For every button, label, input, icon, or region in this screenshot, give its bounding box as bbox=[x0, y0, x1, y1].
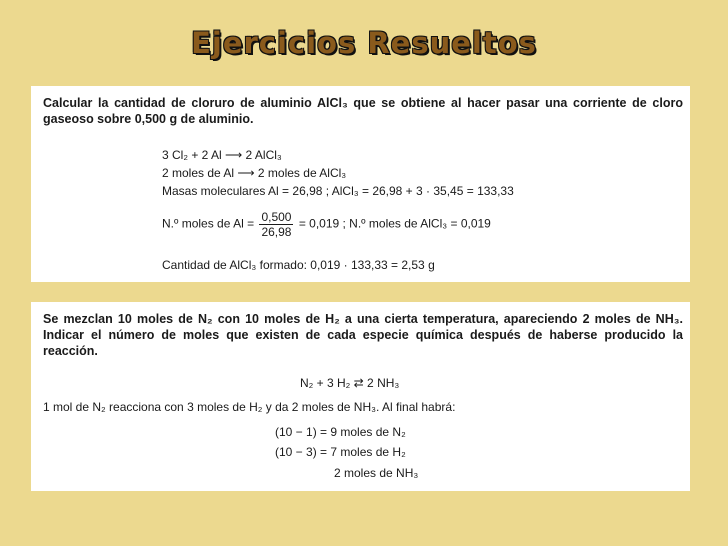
moles-al-label: N.º moles de Al = bbox=[162, 216, 255, 231]
exercise-1-mole-ratio: 2 moles de Al ⟶ 2 moles de AlCl₃ bbox=[162, 166, 347, 180]
page-title: Ejercicios Resueltos bbox=[191, 26, 537, 60]
moles-al-fraction bbox=[259, 210, 293, 239]
exercise-1-statement: Calcular la cantidad de cloruro de aluminio AlCl₃ que se obtiene al hacer pasar una corriente de cloro gaseoso sobre 0,500 g de aluminio. bbox=[43, 96, 683, 126]
exercise-1-result: Cantidad de AlCl₃ formado: 0,019 · 133,33 = 2,53 g bbox=[162, 258, 435, 272]
exercise-1-reaction: 3 Cl₂ + 2 Al ⟶ 2 AlCl₃ bbox=[162, 148, 282, 162]
exercise-2-reaction: N₂ + 3 H₂ ⇄ 2 NH₃ bbox=[300, 376, 400, 390]
exercise-2-result-n2: (10 − 1) = 9 moles de N₂ bbox=[275, 425, 406, 439]
exercise-2-result-h2: (10 − 3) = 7 moles de H₂ bbox=[275, 445, 406, 459]
exercise-2-line: 1 mol de N₂ reacciona con 3 moles de H₂ y da 2 moles de NH₃. Al final habrá: bbox=[43, 400, 456, 414]
exercise-2-result-nh3: 2 moles de NH₃ bbox=[334, 466, 419, 480]
exercise-1-panel bbox=[31, 86, 690, 282]
exercise-2-panel bbox=[31, 302, 690, 491]
moles-al-rest: = 0,019 ; N.º moles de AlCl₃ = 0,019 bbox=[298, 216, 491, 231]
fraction-numerator: 0,500 bbox=[261, 210, 292, 224]
exercise-1-masses: Masas moleculares Al = 26,98 ; AlCl₃ = 26,98 + 3 · 35,45 = 133,33 bbox=[162, 184, 514, 198]
exercise-2-statement: Se mezclan 10 moles de N₂ con 10 moles de H₂ a una cierta temperatura, apareciendo 2 moles de NH₃. Indicar el número de moles que existen de cada especie química después de haberse producido la reacción. bbox=[43, 312, 683, 358]
exercise-1-moles-line bbox=[162, 210, 491, 239]
fraction-denominator: 26,98 bbox=[261, 225, 292, 239]
